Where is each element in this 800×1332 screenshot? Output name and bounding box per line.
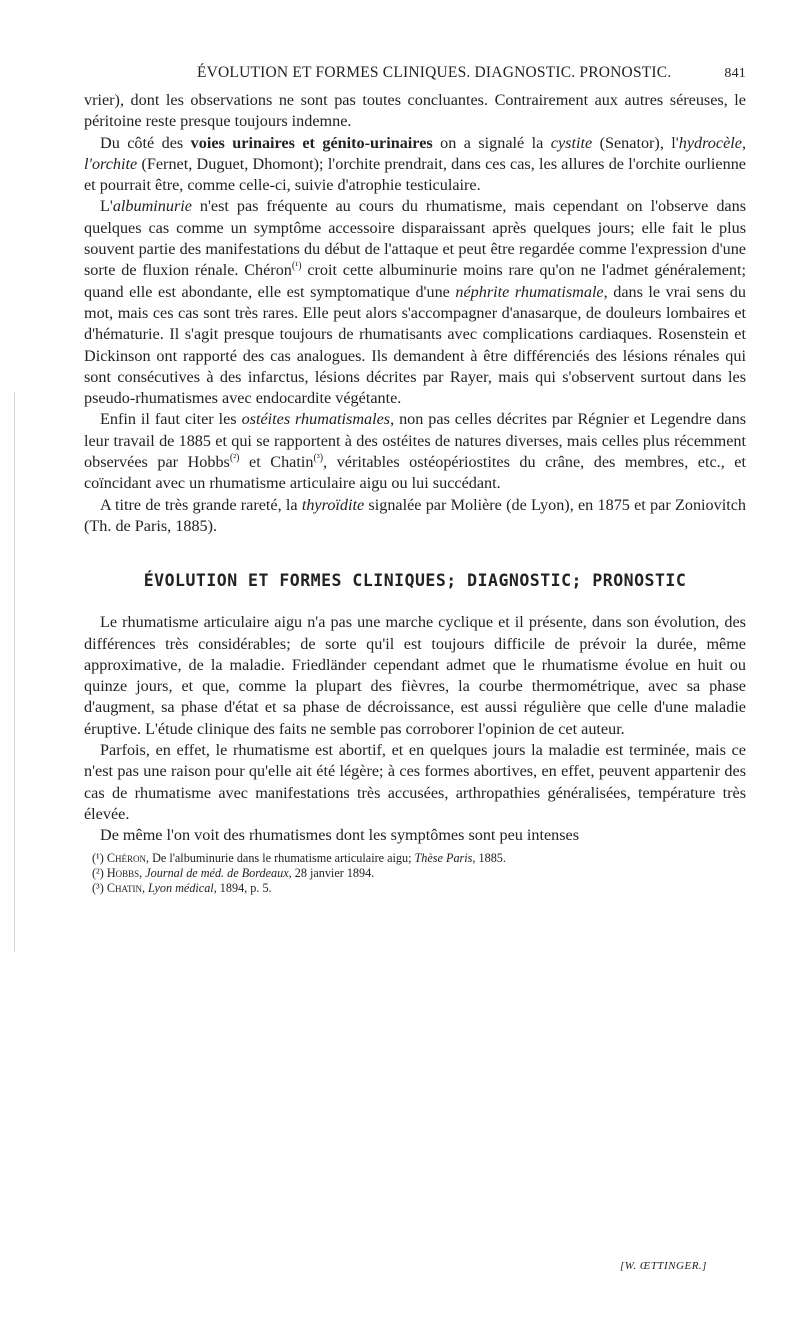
paragraph-thyroiditis: A titre de très grande rareté, la thyroïdite signalée par Molière (de Lyon), en 1875 et par Zoniovitch (Th. de Paris, 1885). xyxy=(84,495,747,535)
paragraph-continuation: vrier), dont les observations ne sont pas toutes concluantes. Contrairement aux autres séreuses, le péritoine reste presque toujours indemne. xyxy=(84,91,746,131)
paragraph-osteitis: Enfin il faut citer les ostéites rhumatismales, non pas celles décrites par Régnier et Legendre dans leur travail de 1885 et qui se rapportent à des ostéites de natures diverses, mais celles plus récemment observées par Hobbs$^{(^2)}$ et Chatin$^{(^3)}$, véritables ostéopériostites du crâne, des membres, etc., et coïncidant avec un rhumatisme articulaire aigu ou lui succédant. xyxy=(84,410,746,493)
section-heading: ÉVOLUTION ET FORMES CLINIQUES; DIAGNOSTIC; PRONOSTIC xyxy=(143,571,687,591)
paragraph-albuminuria: L'albuminurie n'est pas fréquente au cours du rhumatisme, mais cependant on l'observe dans quelques cas comme un symptôme accessoire disparaissant après quelques jours; elle fait le plus souvent partie des manifestations du début de l'attaque et peut être regardée comme l'expression d'une sorte de fluxion rénale. Chéron$^{(^1)}$ croit cette albuminurie moins rare qu'on ne l'admet généralement; quand elle est abondante, elle est symptomatique d'une néphrite rhumatismale, dans le vrai sens du mot, mais ces cas sont très rares. Elle peut alors s'accompagner d'anasarque, de douleurs lombaires et d'hématurie. Il s'agit presque toujours de rhumatisants avec complications cardiaques. Rosenstein et Dickinson ont rapporté des cas analogues. Ils demandent à être différenciés des lésions rénales qui sont consécutives à des infarctus, lésions décrites par Rayer, mais qui s'observent surtout dans les pseudo-rhumatismes avec endocardite végétante. xyxy=(84,197,746,408)
author-signature: [W. ŒTTINGER.] xyxy=(620,1260,707,1272)
page xyxy=(84,64,746,897)
paragraph-evolution: Le rhumatisme articulaire aigu n'a pas une marche cyclique et il présente, dans son évolution, des différences très considérables; de sorte qu'il est toujours difficile de prévoir la durée, même approximative, de la maladie. Friedländer cependant admet que le rhumatisme évolue en huit ou quinze jours, et que, comme la plupart des fièvres, la courbe thermométrique, avec sa phase d'augment, sa phase d'état et sa phase de décroissance, est aussi régulière que celle d'une maladie éruptive. L'étude clinique des faits ne semble pas corroborer l'opinion de cet auteur. xyxy=(84,613,746,738)
running-head-title: ÉVOLUTION ET FORMES CLINIQUES. DIAGNOSTIC. PRONOSTIC. xyxy=(196,64,672,81)
footnote: (¹) Chéron, De l'albuminurie dans le rhumatisme articulaire aigu; Thèse Paris, 1885. xyxy=(92,850,506,865)
page-number: 841 xyxy=(724,66,746,81)
footnote-ref-1: (¹) xyxy=(291,260,302,272)
paragraph-mild: De même l'on voit des rhumatismes dont les symptômes sont peu intenses xyxy=(100,826,580,845)
footnote: (³) Chatin, Lyon médical, 1894, p. 5. xyxy=(92,881,272,896)
paragraph-abortive: Parfois, en effet, le rhumatisme est abortif, et en quelques jours la maladie est terminée, mais ce n'est pas une raison pour qu'elle ait été légère; à ces formes abortives, en effet, peuvent appartenir des cas de rhumatisme avec manifestations très accusées, arthropathies généralisées, température très élevée. xyxy=(84,741,746,823)
margin-rule xyxy=(14,392,15,952)
footnote: (²) Hobbs, Journal de méd. de Bordeaux, 28 janvier 1894. xyxy=(92,865,375,880)
running-head xyxy=(84,64,746,82)
paragraph-urinary: Du côté des voies urinaires et génito-urinaires on a signalé la cystite (Senator), l'hydrocèle, l'orchite (Fernet, Duguet, Dhomont); l'orchite prendrait, dans ces cas, les allures de l'orchite ourlienne et pourrait être, comme celle-ci, suivie d'atrophie testiculaire. xyxy=(84,133,746,195)
footnote-ref-2: (²) xyxy=(229,452,240,464)
footnotes xyxy=(84,851,746,897)
footnote-ref-3: (³) xyxy=(313,452,324,464)
